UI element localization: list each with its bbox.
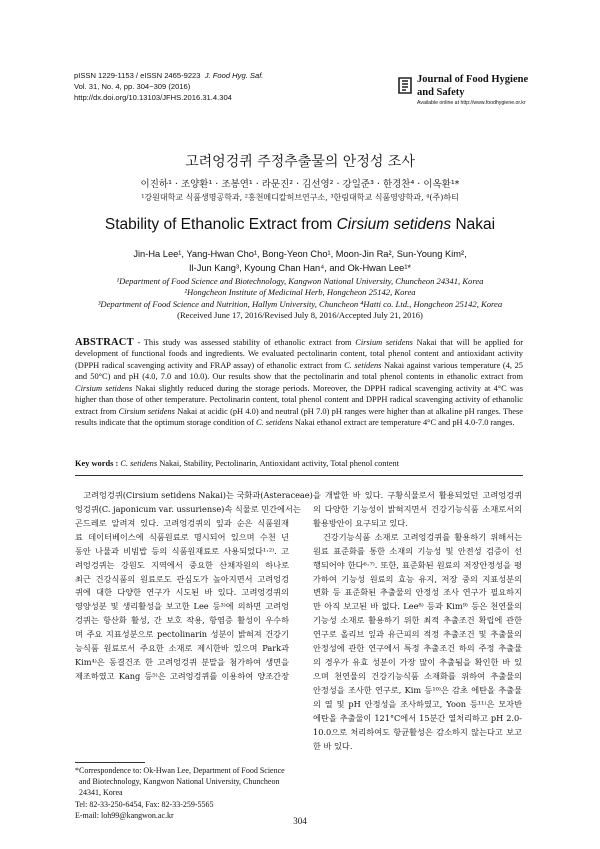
body-line: 에탄올 추출물이 121°C에서 15분간 열처리하고 pH 2.0- — [313, 712, 522, 723]
body-line: 기능성 소재로 활용하기 위한 최적 추출조건 확립에 관한 — [313, 615, 522, 626]
body-line: 행되어야 한다⁶·⁷⁾. 또한, 표준화된 원료의 저장안정성을 평 — [313, 559, 522, 570]
body-line: 영양성분 및 생리활성을 보고한 Lee 등³⁾에 의하면 고려엉 — [75, 601, 289, 612]
body-line: 려엉겅퀴는 강원도 지역에서 중요한 산채자원의 하나로 — [75, 559, 289, 570]
body-line: 동안 나물과 비빔밥 등의 식품원재료로 사용되었다¹·²⁾. 고 — [75, 545, 289, 556]
abstract-heading: ABSTRACT — [75, 337, 134, 348]
body-line: 안정성을 조사한 연구로, Kim 등¹⁰⁾은 감초 에탄올 추출물 — [313, 684, 522, 695]
body-line: 의 열 및 pH 안정성을 조사하였고, Yoon 등¹¹⁾은 모자반 — [313, 698, 522, 709]
body-left-column — [75, 489, 313, 684]
body-right-column — [313, 489, 522, 754]
body-line: 원료 표준화를 통한 소재의 기능성 및 안전성 검증이 선 — [313, 545, 522, 556]
affiliations-english — [20, 276, 580, 322]
body-line: Kim⁴⁾은 동결건조 한 고려엉겅퀴 분말을 첨가하여 생면을 — [75, 657, 289, 668]
issn-line: pISSN 1229-1153 / eISSN 2465-9223 J. Food Hyg. Saf. — [74, 71, 264, 80]
journal-header — [74, 71, 263, 103]
body-line: 의 경우가 유효 성분이 가장 많이 추출됨을 확인한 바 있 — [313, 657, 522, 668]
keywords-label: Key words : — [75, 459, 121, 468]
tel-fax: Tel: 82-33-250-6454, Fax: 82-33-259-5565 — [75, 799, 214, 809]
authors-english: Jin-Ha Lee¹, Yang-Hwan Cho¹, Bong-Yeon Cho¹, Moon-Jin Ra², Sun-Young Kim², Il-Jun Kang³, Kyoung Chan Han⁴, and Ok-Hwan Lee¹* — [133, 249, 467, 273]
affiliation-1: ¹Department of Food Science and Biotechnology, Kangwon National University, Chuncheon 24341, Korea — [116, 276, 484, 286]
body-line: 을 개발한 바 있다. 구황식물로서 활용되었던 고려엉겅퀴 — [313, 490, 522, 500]
body-line: 곤드레로 알려져 있다. 고려엉겅퀴의 잎과 순은 식품원재 — [75, 517, 289, 528]
keywords: Key words : C. setidens Nakai, Stability, Pectolinarin, Antioxidant activity, Total phenol content — [75, 459, 400, 468]
received-dates: (Received June 17, 2016/Revised July 8, 2016/Accepted July 21, 2016) — [177, 310, 423, 321]
abstract: ABSTRACT - This study was assessed stability of ethanolic extract from Cirsium setidens Nakai that will be applied for development of functional foods and ingredients. We evaluated pectolinarin content, total phenol content and antioxidant activity (DPPH radical scavenging activity and FRAP assay) of ethanolic extract from C. setidens Nakai against various temperature (4, 25 and 50°C) and pH (4.0, 7.0 and 10.0). Our results show that the pectolinarin and total phenol contents in ethanolic extract from Cirsium setidens Nakai slightly reduced during the storage periods. Moreover, the DPPH radical scavenging activity at 4°C was higher than those of other temperature. Pectolinarin content, total phenol content and DPPH radical scavenging activity of ethanolic extract from Cirsium setidens Nakai at acidic (pH 4.0) and neutral (pH 7.0) pH ranges were higher than at alkaline pH ranges. These results indicate that the optimum storage condition of C. setidens Nakai ethanol extract are temperature 4°C and pH 4.0-7.0 ranges. — [75, 337, 523, 428]
body-line: 엉겅퀴(C. japonicum var. ussuriense)속 식물로 민간에서는 — [75, 503, 301, 514]
journal-emblem-icon — [397, 75, 413, 96]
journal-url[interactable]: Available online at http://www.foodhygiene.or.kr — [417, 100, 526, 106]
body-line: 최근 건강식품의 원료로도 관심도가 높아지면서 고려엉겅 — [75, 573, 289, 584]
body-line: 능식품 원료로서 주요한 소재로 제시한바 있으며 Park과 — [75, 643, 289, 654]
page-number: 304 — [293, 816, 307, 826]
body-line: 며 주요 지표성분으로 pectolinarin 성분이 밝혀져 건강기 — [75, 629, 289, 640]
affiliation-2: ²Hongcheon Institute of Medicinal Herb, Hongcheon 25142, Korea — [184, 287, 416, 298]
body-line: 제조하였고 Kang 등⁵⁾은 고려엉겅퀴를 이용하여 양조간장 — [75, 670, 289, 681]
journal-abbreviation: J. Food Hyg. Saf. — [204, 71, 264, 80]
species-name: Cirsium setidens — [336, 216, 452, 233]
email[interactable]: E-mail: loh99@kangwon.ac.kr — [75, 810, 174, 820]
title-english: Stability of Ethanolic Extract from Cirsium setidens Nakai — [104, 216, 496, 233]
affiliation-3: ³Department of Food Science and Nutrition, Hallym University, Chuncheon ⁴Hatti co. Ltd., Hongcheon 25142, Korea — [97, 298, 503, 309]
body-line: 활용방안이 요구되고 있다. — [313, 517, 408, 528]
journal-name: Journal of Food Hygiene and Safety — [417, 74, 529, 98]
footnote-divider — [75, 762, 145, 763]
body-line: 만 아직 보고된 바 없다. Lee⁸⁾ 등과 Kim⁹⁾ 등은 천연물의 — [313, 601, 522, 612]
journal-logo — [397, 71, 547, 111]
correspondence-footnote: *Correspondence to: Ok-Hwan Lee, Department of Food Science and Biotechnology, Kangwon National University, Chuncheon 24341, Korea Tel: 82-33-250-6454, Fax: 82-33-259-5565 E-mail: loh99@kangwon.ac.kr — [75, 765, 293, 821]
body-line: 건강기능식품 소재로 고려엉겅퀴를 활용하기 위해서는 — [313, 531, 522, 542]
authors-korean: 이진하¹ · 조양환¹ · 조봉연¹ · 라문진² · 김선영² · 강일준³ · 한경찬⁴ · 이옥환¹* — [140, 179, 460, 190]
affiliations-korean: ¹강원대학교 식품생명공학과, ²홍천메디칼허브연구소, ³한림대학교 식품영양학과, ⁴(주)하티 — [141, 193, 459, 202]
body-line: 10.0으로 처리하여도 항균활성은 감소하지 않는다고 보고 — [313, 726, 522, 737]
body-line: 한 바 있다. — [313, 740, 353, 751]
title-korean: 고려엉겅퀴 주정추출물의 안정성 조사 — [185, 154, 415, 170]
body-line: 겅퀴는 항산화 활성, 간 보호 작용, 항염증 활성이 우수하 — [75, 615, 289, 626]
body-line: 퀴에 대한 다양한 연구가 시도된 바 있다. 고려엉겅퀴의 — [75, 587, 289, 598]
body-line: 고려엉겅퀴(Cirsium setidens Nakai)는 국화과(Asteraceae) — [75, 490, 313, 500]
abstract-divider — [75, 475, 523, 476]
body-line: 안정성에 관한 연구에서 특정 추출조건 하의 주정 추출물 — [313, 643, 522, 654]
body-line: 의 다양한 기능성이 밝혀지면서 건강기능식품 소재로서의 — [313, 503, 522, 514]
volume-line: Vol. 31, No. 4, pp. 304~309 (2016) — [74, 81, 191, 91]
doi-link[interactable]: http://dx.doi.org/10.13103/JFHS.2016.31.4.304 — [74, 92, 232, 102]
body-line: 으며 천연물의 건강기능식품 소재화를 위하여 추출물의 — [313, 670, 522, 681]
body-line: 변화 등 표준화된 추출물의 안정성 조사 연구가 필요하지 — [313, 587, 522, 598]
body-line: 료 데이터베이스에 식품원료로 명시되어 있으며 수천 년 — [75, 531, 289, 542]
body-line: 가하여 기능성 원료의 효능 유지, 저장 중의 지표성분의 — [313, 573, 522, 584]
body-line: 연구로 올리브 잎과 유근피의 적정 추출조건 및 추출물의 — [313, 629, 522, 640]
